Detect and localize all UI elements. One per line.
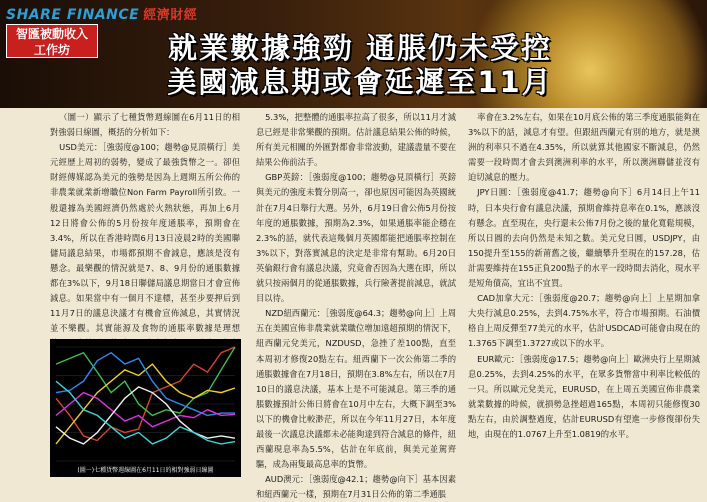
column-label-line2: 工作坊 [33, 43, 70, 57]
chart-canvas [50, 339, 241, 477]
article-body [50, 110, 705, 500]
paragraph: GBP英鎊：［強弱度@100；趨勢@見頂橫行］英鎊與美元的強度未贅分別高一，卻也原因可能因為英國統計在7月4日舉行大選。另外，6月19日會公佈5月份按年度的通脹數據，預期為2.3%，如果通脹率能企穩在2.3%的話，就代表這幾個月英國都能把通脹率控制在3%以下，對落實減息的決定是非常有幫助。6月20日英倫銀行會有議息決議，究竟會否因為大選在即，所以就只按兩個月的從通脹數據，兵行險著提前減息，就試目以待。 [256, 172, 456, 304]
paragraph: NZD紐西蘭元：［強弱度@64.3；趨勢@向上］上周五在美國宣佈非農業就業職位增加遠超預期的情況下，紐西蘭元兌美元，NZDUSD，急挫了差100點，直至本周初才修復20點左右。紐西蘭下一次公佈第二季的通脹數據會在7月18日，預期在3.8%左右，所以在7月10日的議息決議，基本上是不可能減息。第三季的通脹數據預計公佈日將會在10月中左右，大概下調至3%以下的機會比較渺茫，所以在今年11月27日，本年度最後一次議息決議都未必能夠達到符合減息的條件，紐西蘭現息率為5.5%，估計在年底前，與美元並駕齊驅，成為兩隻最高息率的貨幣。 [256, 308, 456, 470]
paragraph: （圖一）顯示了七種貨幣週線圖在6月11日的相對強弱日線圖，概括的分析如下： [50, 112, 240, 138]
masthead-logo [6, 4, 197, 23]
paragraph: JPY日圓：［強弱度@41.7；趨勢@向下］6月14日上午11時，日本央行會有議息決議，預期會維持息率在0.1%，應該沒有懸念。直至現在，央行還未公佈7月份之後的量化寬鬆規模，所以日圓的去向仍然是未知之數。美元兌日圓，USDJPY，由150提升至155的新莆舊之後，繼續攀升至現在的157.28，估計需要維持在155正負200點子的水平一段時間去消化，現水平是短角債高，宜出不宜買。 [468, 187, 700, 289]
brand-english: SHARE FINANCE [6, 7, 140, 23]
paragraph: 5.3%，把整體的通脹率拉高了很多，所以11月才減息已經是非常樂觀的預期。估計議息結果公佈的時候，所有美元相關的外匯對都會非常波動，建議盡量不要在結果公佈前沽手。 [256, 112, 456, 168]
article-column-3 [468, 110, 700, 477]
currency-strength-chart [50, 339, 241, 477]
paragraph: 率會在3.2%左右，如果在10月底公佈的第三季度通脹能夠在3%以下的話，減息才有望。但跟紐西蘭元有別的地方，就是澳洲的利率只不過在4.35%，所以就算其他國家不斷減息，仍然需要一段時間才會去到澳洲利率的水平，所以澳洲聯儲並沒有迫切減息的壓力。 [468, 112, 700, 183]
paragraph: CAD加拿大元：［強弱度@20.7；趨勢@向上］上星期加拿大央行減息0.25%，去到4.75%水平，符合市場預期。石油價格自上周反彈至77美元的水平，估計USDCAD可能會由現在的1.3765下調至1.3727或以下的水平。 [468, 293, 700, 349]
paragraph: USD美元：［強弱度@100；趨勢@見頂橫行］美元經歷上周初的弱勢，變成了最強貨幣之一。卻但財經傳媒認為美元的強勢是因為上週期五所公佈的非農業就業新增職位Non Farm Payroll所引致。一般還據為美國經濟仍然處於火熱狀態，再加上6月12日將會公佈的5月份按年度通脹率，預期會在3.4%，所以在香港時間6月13日凌晨2時的美國聯儲局議息結果，市場都預期不會減息，應該是沒有懸念。最樂觀的情況就是7、8、9月份的通脹數據都在3%以下，9月18日聯儲局議息期當日才會宣佈減息。如果當中有一個月不達標，甚至步要押后到11月7日的議息決議才有機會宣佈減息，其實情況並不樂觀。其實能源及食物的通脹率數據是理想 [50, 142, 240, 334]
brand-chinese: 經濟財經 [143, 8, 198, 23]
headline-banner [0, 0, 707, 108]
paragraph: AUD澳元：［強弱度@42.1；趨勢@向下］基本因素和紐西蘭元一樣，預期在7月31日公佈的第二季通脹 [256, 474, 456, 500]
headline-line1: 就業數據強勁 通脹仍未受控 [167, 31, 553, 65]
chart-caption: (圖一)七種貨幣週線圖在6月11日的相對強弱日線圖 [77, 467, 214, 474]
chart-series-line [56, 353, 235, 416]
article-column-2 [256, 110, 456, 500]
column-label [6, 24, 98, 58]
paragraph: EUR歐元：［強弱度@17.5；趨勢@向上］歐洲央行上星期減息0.25%，去到4.25%的水平，在眾多貨幣當中利率比較低的一只。所以歐元兌美元，EURUSD，在上周五美國宣佈非農業就業數據的時候，就損勢急挫超過165點，本周初只能修復30點左右，由於調整過度，估計EURUSD有望進一步修復卻份失地，由現在的1.0767上升至1.0819的水平。 [468, 353, 700, 439]
headline-line2: 美國減息期或會延遲至11月 [167, 65, 553, 99]
column-label-line1: 智匯被動收入 [15, 27, 88, 41]
